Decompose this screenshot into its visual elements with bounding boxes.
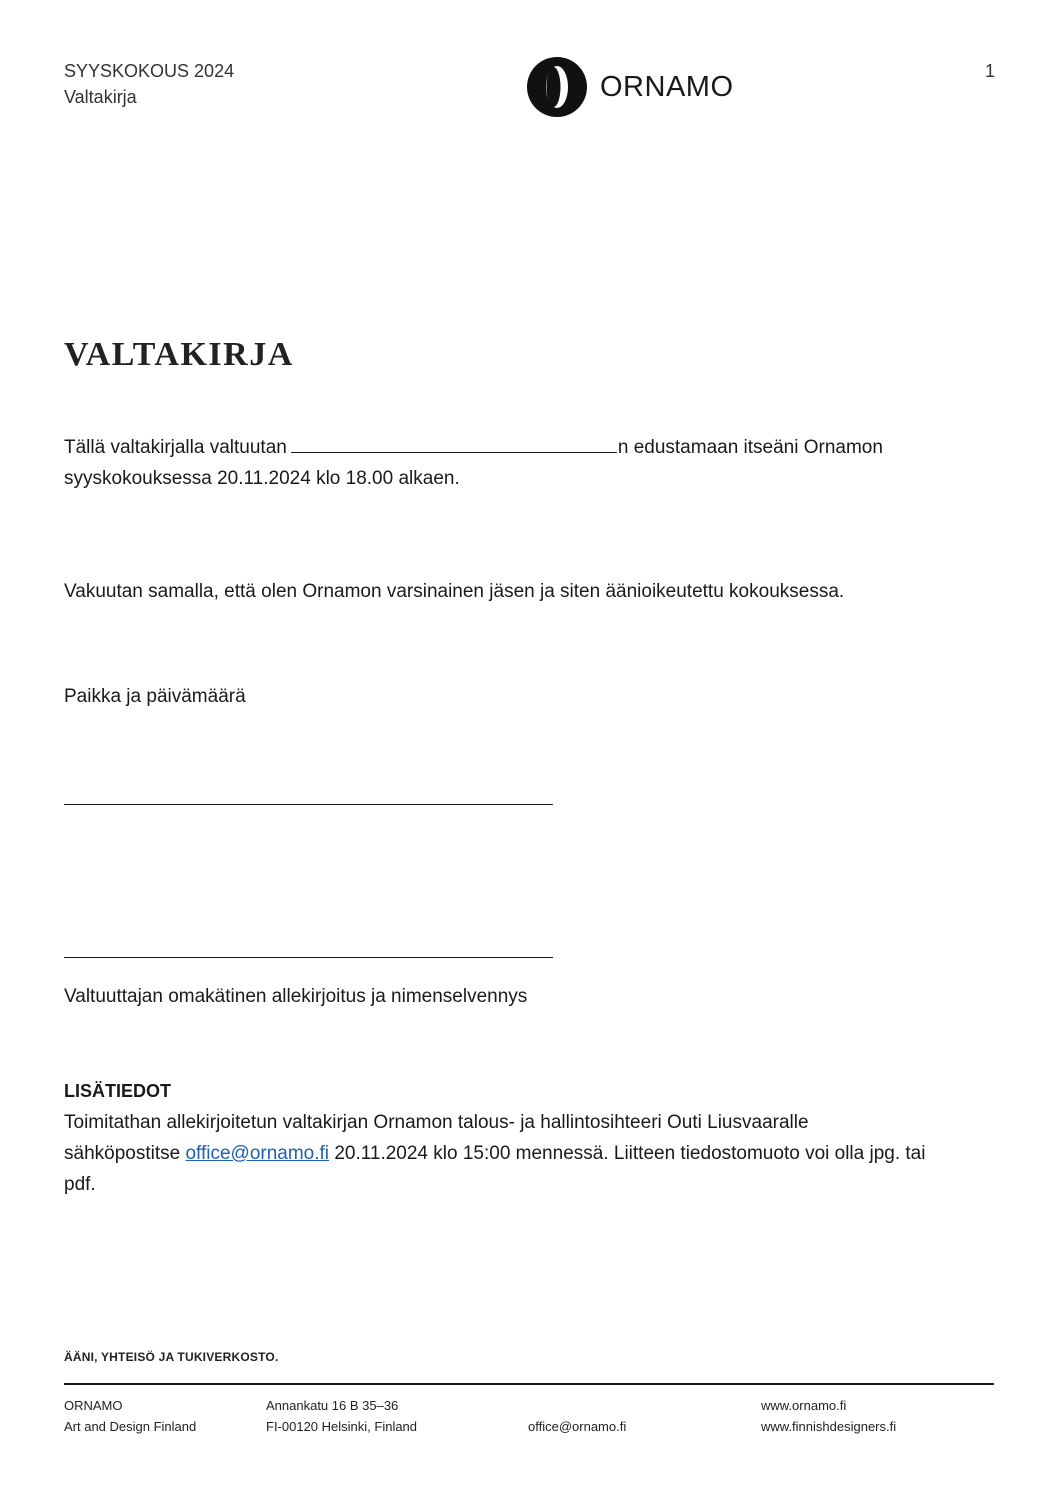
additional-info-line3: pdf. [64,1174,96,1195]
header-doc-type: Valtakirja [64,87,137,107]
footer-web-ornamo[interactable]: www.ornamo.fi [761,1398,847,1413]
authorization-paragraph [64,432,1004,494]
footer-address [266,1395,417,1437]
document-title: VALTAKIRJA [64,336,294,373]
footer-divider [64,1383,994,1385]
signature-label: Valtuuttajan omakätinen allekirjoitus ja nimenselvennys [64,986,528,1007]
header-event: SYYSKOKOUS 2024 [64,61,235,81]
place-date-label: Paikka ja päivämäärä [64,686,246,707]
authorization-text-line2: syyskokouksessa 20.11.2024 klo 18.00 alkaen. [64,468,460,489]
footer-org-sub: Art and Design Finland [64,1419,197,1434]
place-date-line[interactable] [64,804,553,805]
footer-web [761,1395,896,1437]
additional-info-heading: LISÄTIEDOT [64,1081,171,1101]
authorization-text-end: n edustamaan itseäni Ornamon [617,437,883,458]
page-number: 1 [985,61,996,81]
proxy-name-blank[interactable] [291,434,617,453]
footer-address-line1: Annankatu 16 B 35–36 [266,1398,399,1413]
footer-web-finnishdesigners[interactable]: www.finnishdesigners.fi [761,1419,897,1434]
footer-email[interactable]: office@ornamo.fi [528,1419,627,1434]
footer-tagline: ÄÄNI, YHTEISÖ JA TUKIVERKOSTO. [64,1350,279,1364]
header-block [64,58,234,110]
ornamo-logo [526,54,746,120]
additional-info-text: 20.11.2024 klo 15:00 mennessä. Liitteen tiedostomuoto voi olla jpg. tai [334,1143,926,1164]
additional-info-text: sähköpostitse [64,1143,181,1164]
footer-org-name: ORNAMO [64,1398,123,1413]
ornamo-logo-icon [526,56,588,118]
office-email-link[interactable]: office@ornamo.fi [185,1143,330,1164]
additional-info [64,1076,1004,1200]
membership-statement: Vakuutan samalla, että olen Ornamon varsinainen jäsen ja siten äänioikeutettu kokouksessa. [64,581,845,602]
additional-info-line2 [64,1138,1004,1169]
authorization-text-start: Tällä valtakirjalla valtuutan [64,437,287,458]
additional-info-line1: Toimitathan allekirjoitetun valtakirjan Ornamon talous- ja hallintosihteeri Outi Liusvaaralle [64,1112,809,1133]
logo-wordmark: ORNAMO [600,70,734,103]
footer-org [64,1395,196,1437]
signature-line[interactable] [64,957,553,958]
footer-address-line2: FI-00120 Helsinki, Finland [266,1419,418,1434]
